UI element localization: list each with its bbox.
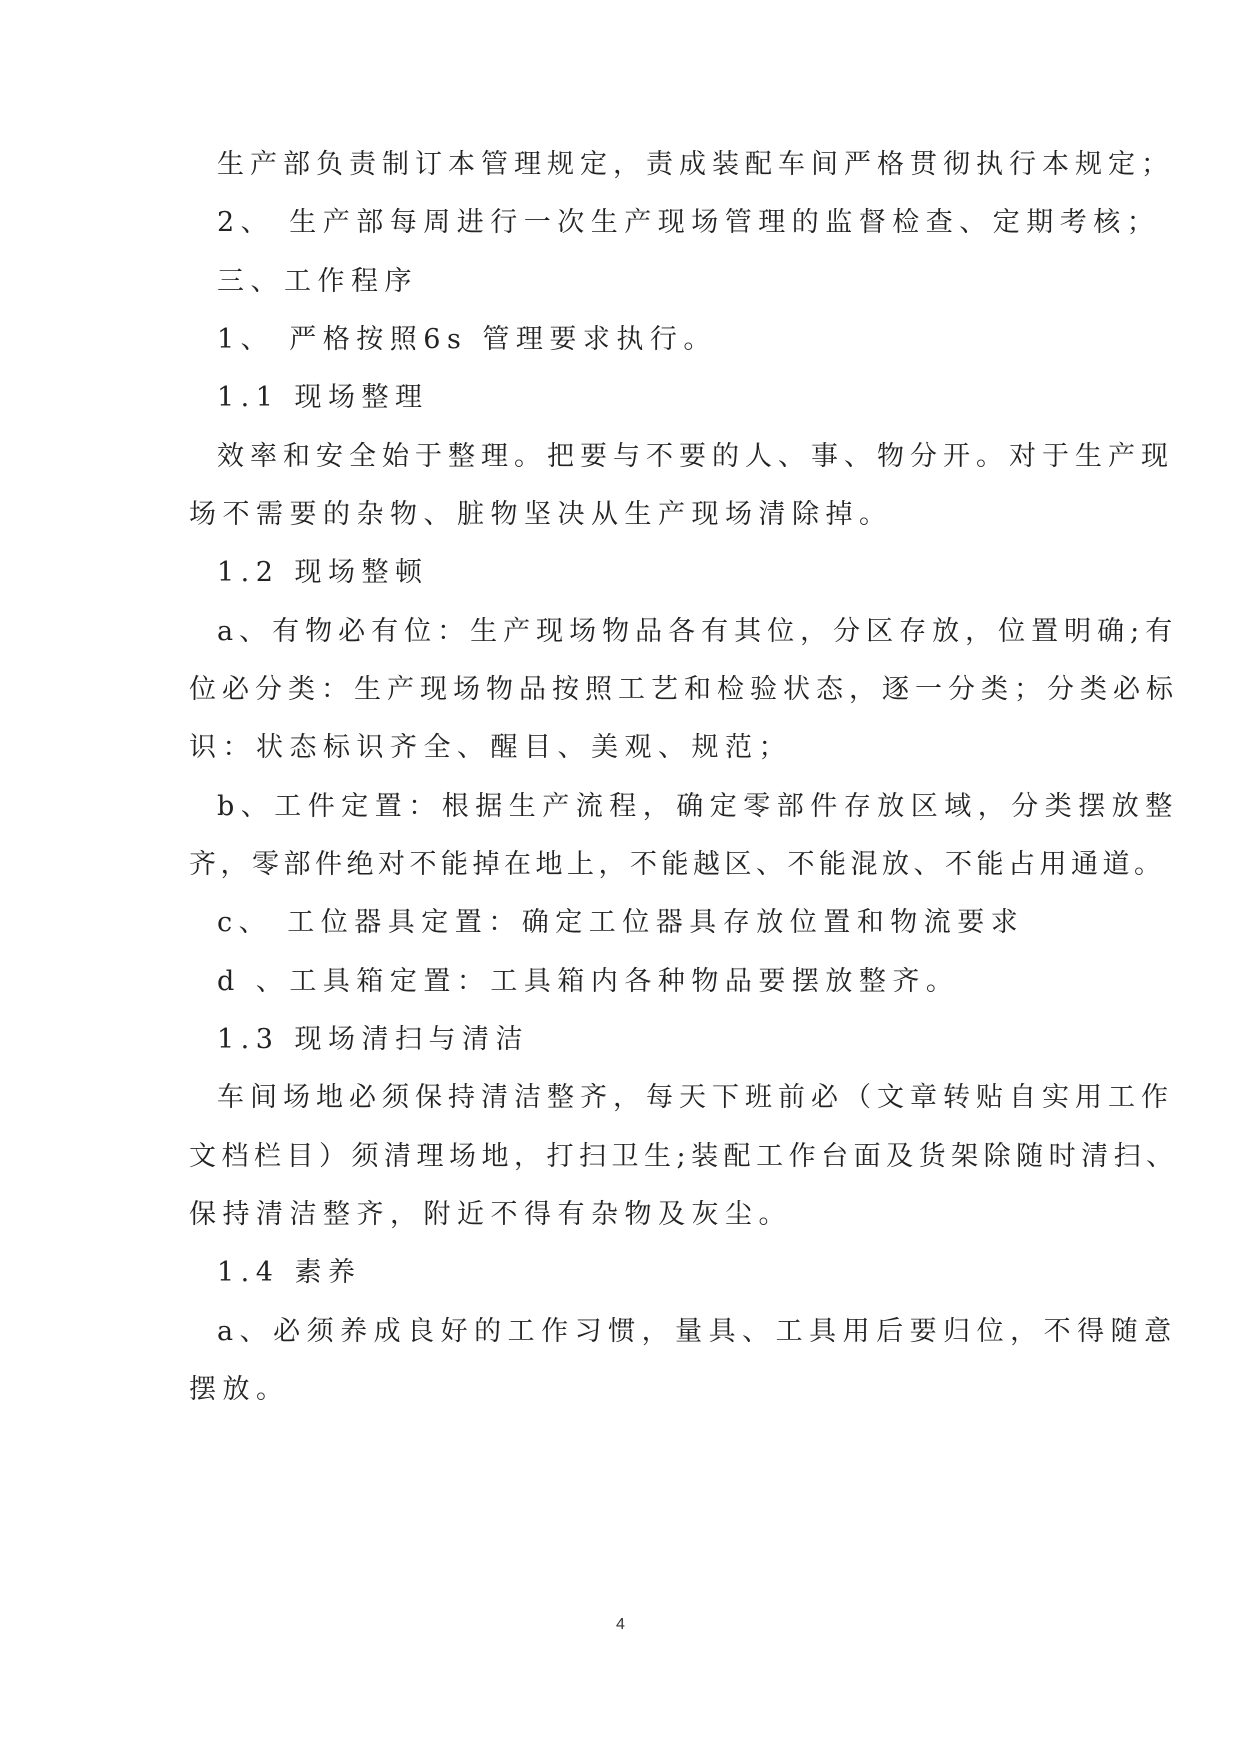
paragraph-cleaning-line-3: 保持清洁整齐，附近不得有杂物及灰尘。 bbox=[189, 1199, 792, 1230]
subheading-cleaning: 1.3 现场清扫与清洁 bbox=[217, 1024, 530, 1055]
paragraph-arrangement-d: d 、工具箱定置：工具箱内各种物品要摆放整齐。 bbox=[217, 966, 960, 997]
paragraph-arrangement-a-line-1: a、有物必有位：生产现场物品各有其位，分区存放，位置明确;有 bbox=[217, 616, 1179, 647]
paragraph-arrangement-c: c、 工位器具定置：确定工位器具存放位置和物流要求 bbox=[217, 907, 1025, 938]
subheading-site-sorting: 1.1 现场整理 bbox=[217, 382, 429, 413]
paragraph-weekly-inspection: 2、 生产部每周进行一次生产现场管理的监督检查、定期考核； bbox=[217, 207, 1161, 238]
paragraph-responsibility: 生产部负责制订本管理规定，责成装配车间严格贯彻执行本规定； bbox=[217, 149, 1174, 180]
subheading-discipline: 1.4 素养 bbox=[217, 1257, 362, 1288]
paragraph-discipline-a-line-1: a、必须养成良好的工作习惯，量具、工具用后要归位，不得随意 bbox=[217, 1316, 1178, 1347]
paragraph-arrangement-b-line-1: b、工件定置：根据生产流程，确定零部件存放区域，分类摆放整 bbox=[217, 791, 1179, 822]
paragraph-sorting-line-2: 场不需要的杂物、脏物坚决从生产现场清除掉。 bbox=[189, 499, 893, 530]
subheading-site-arrangement: 1.2 现场整顿 bbox=[217, 557, 429, 588]
paragraph-arrangement-b-line-2: 齐，零部件绝对不能掉在地上，不能越区、不能混放、不能占用通道。 bbox=[189, 849, 1166, 880]
paragraph-arrangement-a-line-3: 识：状态标识齐全、醒目、美观、规范； bbox=[189, 732, 792, 763]
paragraph-cleaning-line-1: 车间场地必须保持清洁整齐，每天下班前必（文章转贴自实用工作 bbox=[217, 1082, 1174, 1113]
paragraph-sorting-line-1: 效率和安全始于整理。把要与不要的人、事、物分开。对于生产现 bbox=[217, 441, 1174, 472]
paragraph-cleaning-line-2: 文档栏目）须清理场地，打扫卫生;装配工作台面及货架除随时清扫、 bbox=[189, 1141, 1179, 1172]
page-number: 4 bbox=[616, 1616, 625, 1633]
paragraph-arrangement-a-line-2: 位必分类：生产现场物品按照工艺和检验状态，逐一分类；分类必标 bbox=[189, 674, 1179, 705]
section-heading-procedure: 三、工作程序 bbox=[217, 266, 418, 297]
paragraph-6s-requirement: 1、 严格按照6s 管理要求执行。 bbox=[217, 324, 717, 355]
paragraph-discipline-a-line-2: 摆放。 bbox=[189, 1374, 290, 1405]
